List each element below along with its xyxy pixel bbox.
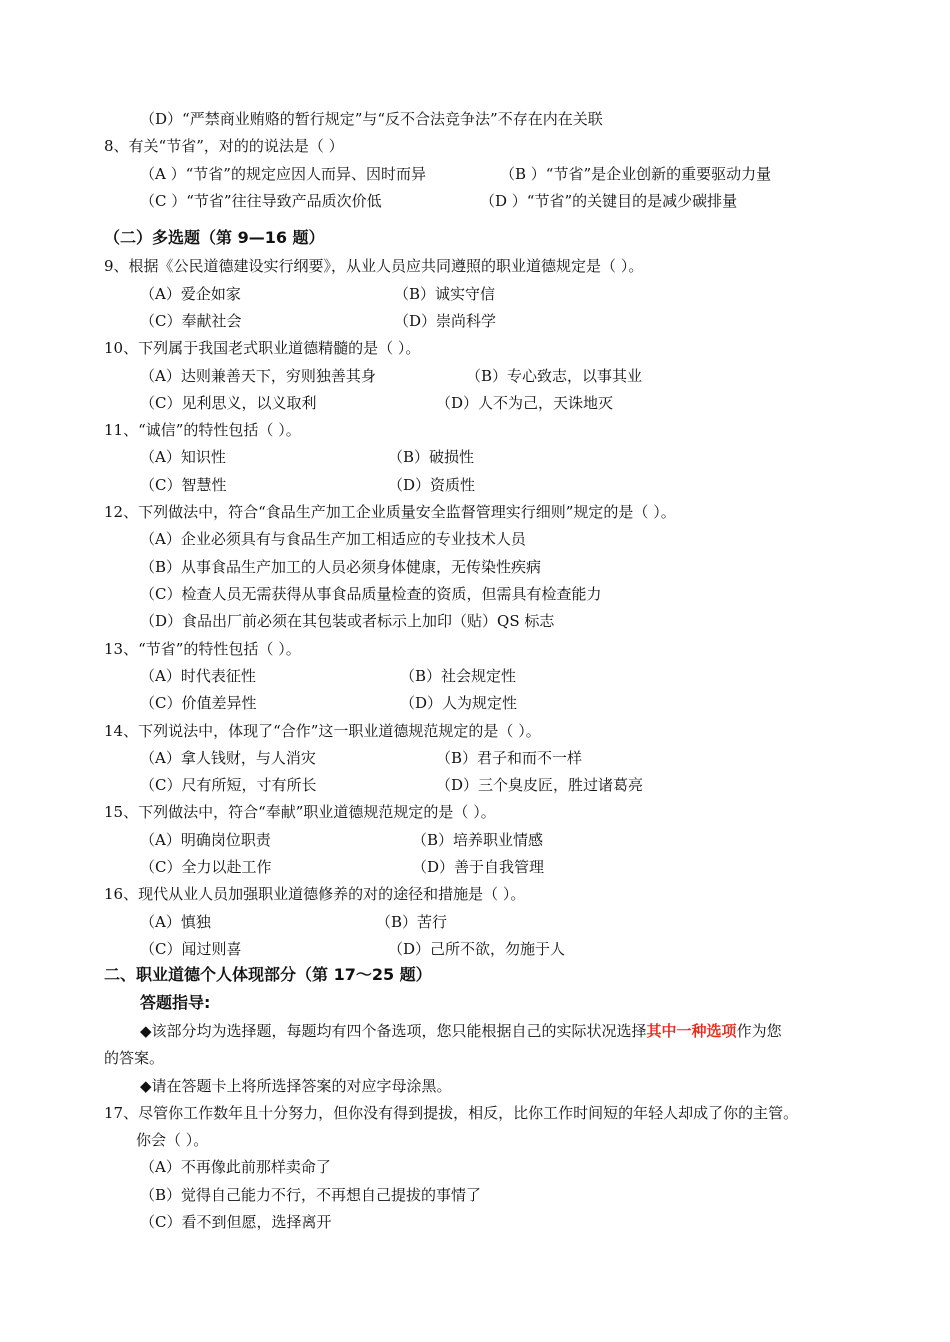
section-multi-heading: （二）多选题（第 9—16 题）: [104, 228, 325, 247]
q8-option-b: （B ）“节省”是企业创新的重要驱动力量: [500, 165, 772, 183]
q12-option-a: （A）企业必须具有与食品生产加工相适应的专业技术人员: [140, 530, 526, 548]
guide-title: 答题指导:: [140, 993, 211, 1012]
q9-option-c: （C）奉献社会: [140, 312, 242, 330]
q11-option-d: （D）资质性: [388, 476, 476, 494]
q12-option-d: （D）食品出厂前必须在其包装或者标示上加印（贴）QS 标志: [140, 612, 555, 630]
q14-option-d: （D）三个臭皮匠，胜过诸葛亮: [436, 776, 644, 794]
q17-option-a: （A）不再像此前那样卖命了: [140, 1158, 331, 1176]
q16-option-a: （A）慎独: [140, 913, 211, 931]
q14-option-a: （A）拿人钱财，与人消灾: [140, 749, 316, 767]
q8-option-c: （C ）“节省”往往导致产品质次价低: [140, 192, 382, 210]
q10-option-a: （A）达则兼善天下，穷则独善其身: [140, 367, 376, 385]
q9-option-b: （B）诚实守信: [394, 285, 496, 303]
q16-option-c: （C）闻过则喜: [140, 940, 242, 958]
q15-stem: 15、下列做法中，符合“奉献”职业道德规范规定的是（ ）。: [104, 803, 496, 821]
q8-option-a: （A ）“节省”的规定应因人而异、因时而异: [140, 165, 426, 183]
q15-option-c: （C）全力以赴工作: [140, 858, 272, 876]
q12-stem: 12、下列做法中，符合“食品生产加工企业质量安全监督管理实行细则”规定的是（ ）。: [104, 503, 676, 521]
q9-option-a: （A）爱企如家: [140, 285, 241, 303]
q17-stem: 17、尽管你工作数年且十分努力，但你没有得到提拔，相反，比你工作时间短的年轻人却成了你的主管。: [104, 1104, 799, 1122]
q13-option-b: （B）社会规定性: [400, 667, 517, 685]
q8-option-d: （D ）“节省”的关键目的是减少碳排量: [480, 192, 738, 210]
q14-stem: 14、下列说法中，体现了“合作”这一职业道德规范规定的是（ ）。: [104, 722, 541, 740]
q9-option-d: （D）崇尚科学: [394, 312, 497, 330]
q16-stem: 16、现代从业人员加强职业道德修养的对的途径和措施是（ ）。: [104, 885, 526, 903]
guide-p1-text: ◆该部分均为选择题，每题均有四个备选项，您只能根据自己的实际状况选择: [140, 1022, 647, 1040]
guide-paragraph-2: ◆请在答题卡上将所选择答案的对应字母涂黑。: [140, 1077, 452, 1095]
q17-stem-cont: 你会（ ）。: [136, 1131, 209, 1149]
q16-option-d: （D）己所不欲，勿施于人: [388, 940, 566, 958]
q11-option-a: （A）知识性: [140, 448, 226, 466]
q14-option-b: （B）君子和而不一样: [436, 749, 583, 767]
q10-option-c: （C）见利思义，以义取利: [140, 394, 317, 412]
q16-option-b: （B）苦行: [376, 913, 448, 931]
q7-option-d: （D）“严禁商业贿赂的暂行规定”与“反不合法竞争法”不存在内在关联: [140, 110, 603, 128]
q10-option-d: （D）人不为己，天诛地灭: [436, 394, 614, 412]
q14-option-c: （C）尺有所短，寸有所长: [140, 776, 317, 794]
q10-option-b: （B）专心致志，以事其业: [466, 367, 643, 385]
guide-emphasis: 其中一种选项: [646, 1022, 737, 1040]
guide-p1-text-end: 作为您: [736, 1022, 782, 1040]
q12-option-c: （C）检查人员无需获得从事食品质量检查的资质，但需具有检查能力: [140, 585, 602, 603]
q11-option-b: （B）破损性: [388, 448, 475, 466]
q9-stem: 9、根据《公民道德建设实行纲要》，从业人员应共同遵照的职业道德规定是（ ）。: [104, 257, 644, 275]
q17-option-b: （B）觉得自己能力不行，不再想自己提拔的事情了: [140, 1186, 482, 1204]
q12-option-b: （B）从事食品生产加工的人员必须身体健康，无传染性疾病: [140, 558, 542, 576]
q10-stem: 10、下列属于我国老式职业道德精髓的是（ ）。: [104, 339, 421, 357]
q15-option-a: （A）明确岗位职责: [140, 831, 271, 849]
guide-paragraph-1-cont: 的答案。: [104, 1049, 165, 1067]
q15-option-d: （D）善于自我管理: [412, 858, 545, 876]
section-2-heading: 二、职业道德个人体现部分（第 17～25 题）: [104, 965, 432, 984]
q13-option-c: （C）价值差异性: [140, 694, 257, 712]
q13-stem: 13、“节省”的特性包括（ ）。: [104, 640, 301, 658]
q13-option-d: （D）人为规定性: [400, 694, 518, 712]
q15-option-b: （B）培养职业情感: [412, 831, 544, 849]
q13-option-a: （A）时代表征性: [140, 667, 256, 685]
q8-stem: 8、有关“节省”，对的的说法是（ ）: [104, 137, 344, 155]
guide-paragraph-1: [140, 1021, 782, 1041]
q11-option-c: （C）智慧性: [140, 476, 227, 494]
q17-option-c: （C）看不到但愿，选择离开: [140, 1213, 332, 1231]
q11-stem: 11、“诚信”的特性包括（ ）。: [104, 421, 301, 439]
